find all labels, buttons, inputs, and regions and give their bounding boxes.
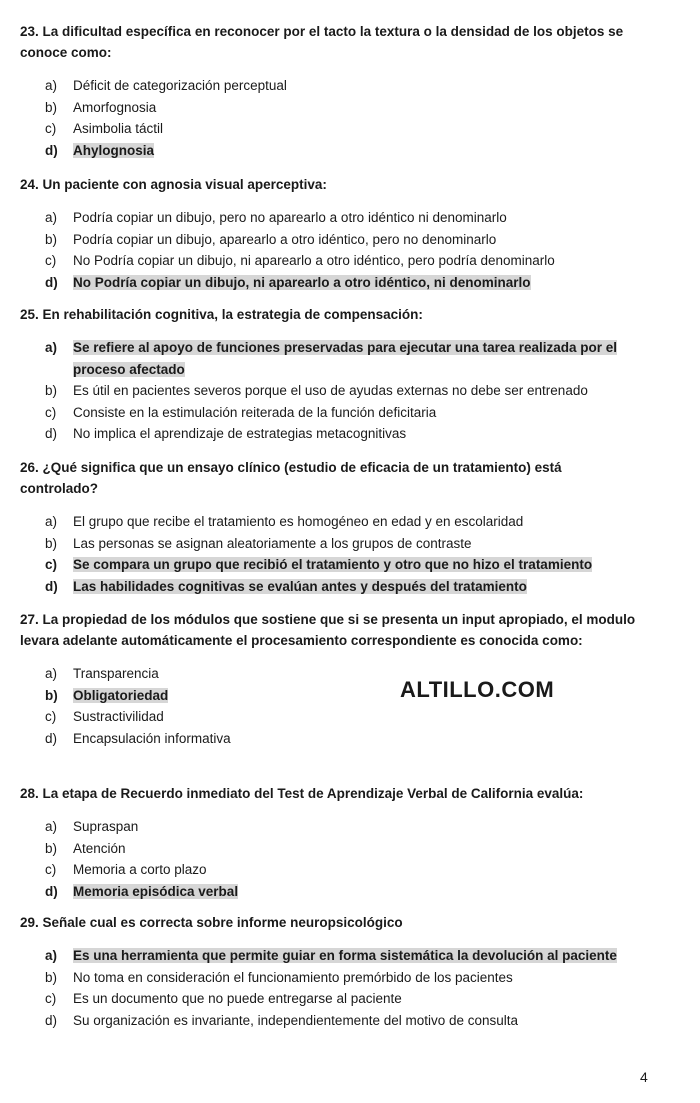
option-c: c) Consiste en la estimulación reiterada de la función deficitaria <box>45 404 437 420</box>
page-number: 4 <box>640 1069 648 1085</box>
option-b: b) Amorfognosia <box>45 99 157 115</box>
question-title: 24. Un paciente con agnosia visual aperceptiva: <box>20 177 327 192</box>
question-title: 28. La etapa de Recuerdo inmediato del Test de Aprendizaje Verbal de California evalúa: <box>20 786 584 801</box>
question-29 <box>20 912 640 1031</box>
option-b: b) Atención <box>45 840 126 856</box>
option-a: a) El grupo que recibe el tratamiento es homogéneo en edad y en escolaridad <box>45 514 524 529</box>
option-a: a) Supraspan <box>45 819 139 834</box>
option-c-correct: c) Se compara un grupo que recibió el tratamiento y otro que no hizo el tratamiento <box>45 557 593 572</box>
question-23 <box>20 21 640 161</box>
option-c: c) Asimbolia táctil <box>45 121 164 136</box>
option-list <box>20 945 640 1031</box>
option-a-correct: a) Se refiere al apoyo de funciones preservadas para ejecutar una tarea realizada por el proceso afectado <box>45 340 617 377</box>
option-list <box>20 816 640 902</box>
option-d: d) Encapsulación informativa <box>45 730 231 746</box>
option-b: b) Es útil en pacientes severos porque el uso de ayudas externas no debe ser entrenado <box>45 383 588 398</box>
option-d: d) No implica el aprendizaje de estrategias metacognitivas <box>45 426 407 441</box>
option-list <box>20 511 640 597</box>
option-b-correct: b) Obligatoriedad <box>45 687 169 703</box>
option-a: a) Transparencia <box>45 666 159 681</box>
option-a-correct: a) Es una herramienta que permite guiar en forma sistemática la devolución al paciente <box>45 948 617 963</box>
option-c: c) Memoria a corto plazo <box>45 862 207 877</box>
option-a: a) Déficit de categorización perceptual <box>45 78 287 93</box>
question-title: 27. La propiedad de los módulos que sostiene que si se presenta un input apropiado, el modulo levara adelante automáticamente el procesamiento correspondiente es conocida como: <box>20 612 636 648</box>
option-a: a) Podría copiar un dibujo, pero no aparearlo a otro idéntico ni denominarlo <box>45 210 507 225</box>
option-b: b) Las personas se asignan aleatoriamente a los grupos de contraste <box>45 535 472 551</box>
option-d-correct: d) Memoria episódica verbal <box>45 883 239 899</box>
question-25 <box>20 304 640 445</box>
question-24 <box>20 174 640 293</box>
option-b: b) Podría copiar un dibujo, aparearlo a otro idéntico, pero no denominarlo <box>45 231 497 247</box>
option-d-correct: d) Las habilidades cognitivas se evalúan antes y después del tratamiento <box>45 578 527 594</box>
question-title: 29. Señale cual es correcta sobre informe neuropsicológico <box>20 915 403 930</box>
option-list <box>20 663 640 749</box>
option-c: c) Sustractivilidad <box>45 709 164 724</box>
question-title: 26. ¿Qué significa que un ensayo clínico (estudio de eficacia de un tratamiento) está controlado? <box>20 460 562 496</box>
option-d-correct: d) Ahylognosia <box>45 142 155 158</box>
question-title: 23. La dificultad específica en reconocer por el tacto la textura o la densidad de los objetos se conoce como: <box>20 24 624 60</box>
option-c: c) No Podría copiar un dibujo, ni aparearlo a otro idéntico, pero podría denominarlo <box>45 253 555 268</box>
option-list <box>20 207 640 293</box>
question-28 <box>20 783 640 902</box>
watermark-logo: ALTILLO.COM <box>400 677 555 702</box>
question-26 <box>20 457 640 597</box>
question-title: 25. En rehabilitación cognitiva, la estrategia de compensación: <box>20 307 423 322</box>
option-list <box>20 75 640 161</box>
option-b: b) No toma en consideración el funcionamiento premórbido de los pacientes <box>45 969 513 985</box>
option-c: c) Es un documento que no puede entregarse al paciente <box>45 991 402 1006</box>
option-list <box>20 337 640 445</box>
option-d-correct: d) No Podría copiar un dibujo, ni aparearlo a otro idéntico, ni denominarlo <box>45 274 531 290</box>
option-d: d) Su organización es invariante, independientemente del motivo de consulta <box>45 1012 519 1028</box>
